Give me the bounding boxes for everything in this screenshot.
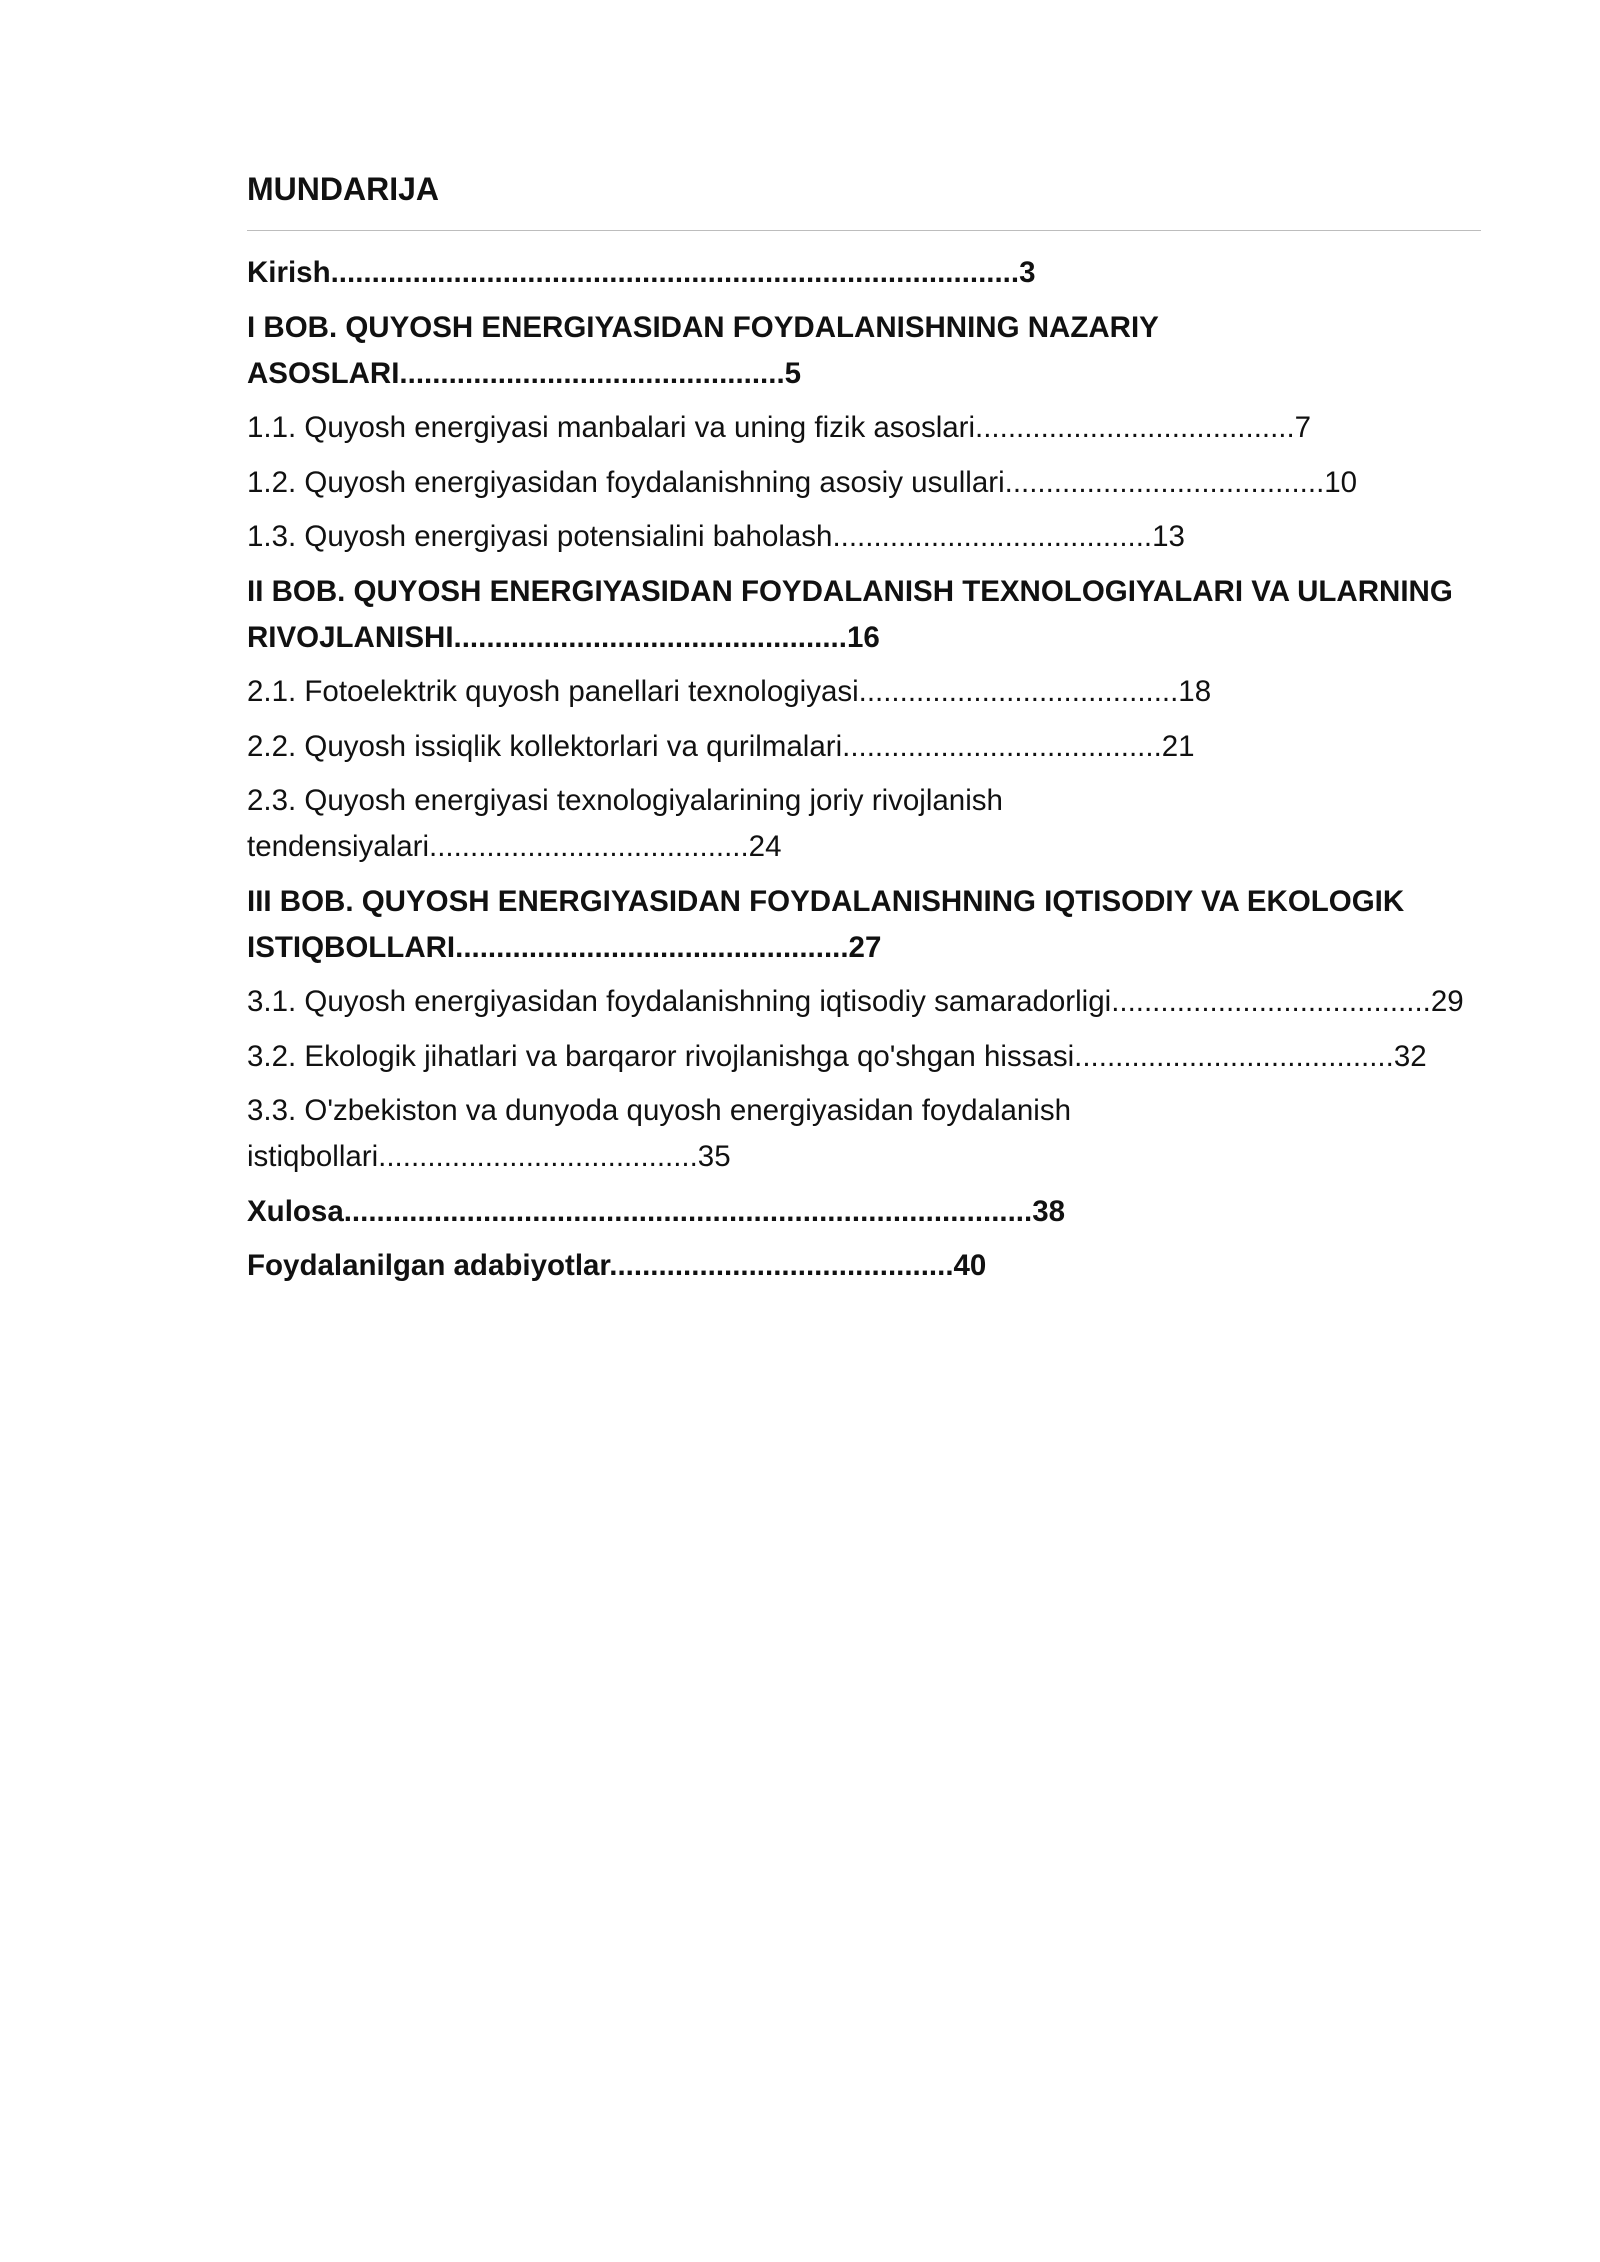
toc-entry-line: 1.3. Quyosh energiyasi potensialini baholash.......................................13 bbox=[247, 520, 1185, 553]
toc-entry-introduction bbox=[247, 250, 1481, 296]
toc-entry-line: II BOB. QUYOSH ENERGIYASIDAN FOYDALANISH TEXNOLOGIYALARI VA ULARNING bbox=[247, 574, 1453, 608]
toc-entry-line: 2.1. Fotoelektrik quyosh panellari texnologiyasi.......................................18 bbox=[247, 675, 1212, 708]
toc-heading: MUNDARIJA bbox=[247, 171, 439, 207]
toc-entry-chapter-2 bbox=[247, 569, 1481, 661]
toc-entry-line: 2.2. Quyosh issiqlik kollektorlari va qurilmalari.......................................21 bbox=[247, 729, 1195, 763]
toc-entry-line: ISTIQBOLLARI................................................27 bbox=[247, 930, 882, 964]
toc-entry-references bbox=[247, 1243, 1481, 1289]
toc-entry-conclusion bbox=[247, 1189, 1481, 1235]
toc-entry-line: Xulosa....................................................................................38 bbox=[247, 1194, 1066, 1228]
toc-entry-chapter-3 bbox=[247, 879, 1481, 971]
toc-entry-line: 3.1. Quyosh energiyasidan foydalanishning iqtisodiy samaradorligi.......................................29 bbox=[247, 985, 1464, 1018]
toc-entry-line: 3.2. Ekologik jihatlari va barqaror rivojlanishga qo'shgan hissasi.......................................32 bbox=[247, 1039, 1427, 1073]
toc-entry-line: I BOB. QUYOSH ENERGIYASIDAN FOYDALANISHNING NAZARIY bbox=[247, 310, 1159, 344]
toc-entry-line: ASOSLARI...............................................5 bbox=[247, 356, 802, 390]
toc-entry-line: III BOB. QUYOSH ENERGIYASIDAN FOYDALANISHNING IQTISODIY VA EKOLOGIK bbox=[247, 884, 1405, 918]
toc-entry-line: 1.2. Quyosh energiyasidan foydalanishning asosiy usullari.......................................10 bbox=[247, 465, 1358, 499]
toc-entry-section-1-2 bbox=[247, 460, 1481, 506]
toc-entry-section-1-3 bbox=[247, 514, 1481, 560]
toc-entry-section-1-1 bbox=[247, 405, 1481, 451]
toc-entry-section-2-1 bbox=[247, 669, 1481, 715]
toc-entry-line: RIVOJLANISHI................................................16 bbox=[247, 620, 880, 654]
toc-entry-line: 2.3. Quyosh energiyasi texnologiyalarining joriy rivojlanish bbox=[247, 784, 1003, 817]
toc-entry-line: 3.3. O'zbekiston va dunyoda quyosh energiyasidan foydalanish bbox=[247, 1094, 1071, 1127]
toc-entry-line: istiqbollari.......................................35 bbox=[247, 1140, 731, 1173]
toc-entry-section-3-3 bbox=[247, 1088, 1481, 1180]
table-of-contents bbox=[247, 169, 1481, 1298]
toc-list bbox=[247, 250, 1481, 1289]
toc-entry-line: 1.1. Quyosh energiyasi manbalari va uning fizik asoslari.......................................7 bbox=[247, 411, 1312, 444]
toc-entry-section-3-2 bbox=[247, 1034, 1481, 1080]
toc-entry-line: Foydalanilgan adabiyotlar..........................................40 bbox=[247, 1249, 987, 1282]
toc-entry-chapter-1 bbox=[247, 305, 1481, 397]
toc-entry-section-2-2 bbox=[247, 724, 1481, 770]
toc-entry-line: tendensiyalari.......................................24 bbox=[247, 830, 782, 863]
toc-entry-section-3-1 bbox=[247, 979, 1481, 1025]
toc-entry-section-2-3 bbox=[247, 778, 1481, 870]
heading-divider bbox=[247, 230, 1481, 231]
toc-entry-line: Kirish....................................................................................3 bbox=[247, 256, 1036, 289]
